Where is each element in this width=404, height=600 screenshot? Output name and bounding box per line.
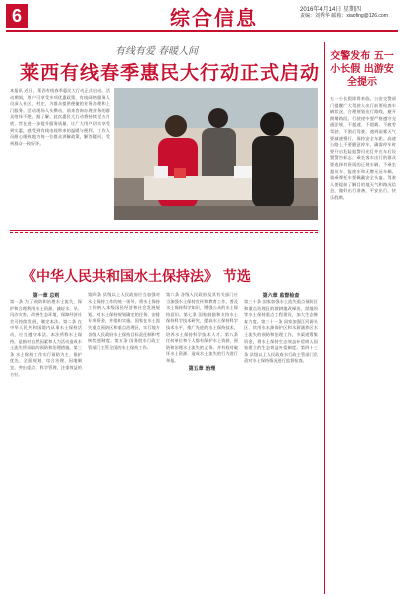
editor-line: 责编：刘秀华 邮箱：xiaofing@126.com [300,13,388,19]
lead-kicker: 有线有爱 春暖人间 [115,46,199,57]
section-divider [10,230,318,231]
sidebar-headline: 交警发布 五一小长假 出游安全提示 [330,51,394,88]
law-column-text: 第一条 为了预防和治理水土流失，保护和合理利用水土资源，减轻水、旱、风沙灾害，改善生态环境，保障经济社会可持续发展，制定本法。第二条 在中华人民共和国境内从事水土保持活动，应当遵守本法。本法所称水土保持，是指对自然因素和人为活动造成水土流失所采取的预防和治理措施。第三条 水土保持工作实行预防为主、保护优先、全面规划、综合治理、因地制宜、突出重点、科学管理、注重效益的方针。 [10,299,82,377]
law-column-3 [166,292,238,592]
chapter-heading: 第一章 总则 [32,293,60,299]
sidebar-article-text: 五一小长假即将来临，公安交警部门提醒广大驾驶人出行前要检查车辆状况，合理规划出行路线，避开拥堵路段。行驶途中要严格遵守交通法规，不超速、不超载、不疲劳驾驶、不酒后驾驶。遇到雨雾天气要减速慢行，保持安全车距。高速公路上不要随意停车，确需停车时要开启危险报警闪光灯并在车后设置警告标志。乘坐客车出行的群众要选择有资质的正规车辆，不乘坐超员车、报废车和无牌无证车辆。骑乘摩托车要佩戴安全头盔。驾驶人要提前了解目的地天气和路况信息，做好出行准备，平安出行，快乐假期。 [330,96,396,200]
date-line: 2016年4月14日 星期四 [300,7,362,13]
law-column-1 [10,292,82,592]
page-number: 6 [6,4,28,28]
lead-headline: 莱西有线春季惠民大行动正式启动 [20,62,321,84]
lead-article-text: 本报讯 近日，莱西有线春季惠民大行动正式启动。活动期间，用户可享受多项优惠政策，有线网络服务人员深入社区、村庄，为群众提供便捷的业务办理和上门服务。活动现场人头攒动，前来咨询办理业务的群众络绎不绝。据了解，此次惠民大行动将持续至五月底，旨在进一步提升服务质量，让广大用户切实享受到实惠，感受到有线电视带来的温暖与便利。工作人员耐心细致地为每一位群众讲解政策，解答疑问，受到群众一致好评。 [10,88,110,146]
law-column-text: 第三十条 国家加强水土流失重点预防区和重点治理区的坡耕地改梯田、淤地坝等水土保持重点工程建设，加大生态修复力度。第三十一条 国家加强江河源头区、饮用水水源保护区和水源涵养区水土流失的预防和治理工作，多渠道筹集资金，将水土保持生态效益补偿纳入国家建立的生态效益补偿制度。第四十三条 县级以上人民政府水行政主管部门负责对水土保持情况进行监督检查。 [244,299,318,364]
law-column-4 [244,292,318,592]
law-column-text: 第四条 县级以上人民政府应当加强对水土保持工作的统一领导，将水土保持工作纳入本级国民经济和社会发展规划，对水土保持规划确定的任务，安排专项资金，并组织实施。国家在水土流失重点预防区和重点治理区，实行地方各级人民政府水土保持目标责任制和考核奖惩制度。第五条 国务院水行政主管部门主管全国的水土保持工作。 [88,292,160,350]
law-title: 《中华人民共和国水土保持法》 节选 [22,269,251,285]
page-header [0,0,404,34]
law-column-2 [88,292,160,592]
chapter-heading: 第六章 监督检查 [262,293,300,299]
law-column-text: 第六条 各级人民政府及其有关部门应当加强水土保持宣传和教育工作，普及水土保持科学知识，增强公众的水土保持意识。第七条 国家鼓励和支持水土保持科学技术研究，提高水土保持科学技术水平，推广先进的水土保持技术，培养水土保持科学技术人才。第八条 任何单位和个人都有保护水土资源、预防和治理水土流失的义务，并有权对破坏水土资源、造成水土流失的行为进行举报。 [166,292,238,363]
dashed-divider [10,232,318,233]
chapter-heading: 第五章 治理 [188,365,216,372]
section-title: 综合信息 [170,8,258,30]
header-divider [6,30,398,32]
lead-photo [114,88,318,220]
